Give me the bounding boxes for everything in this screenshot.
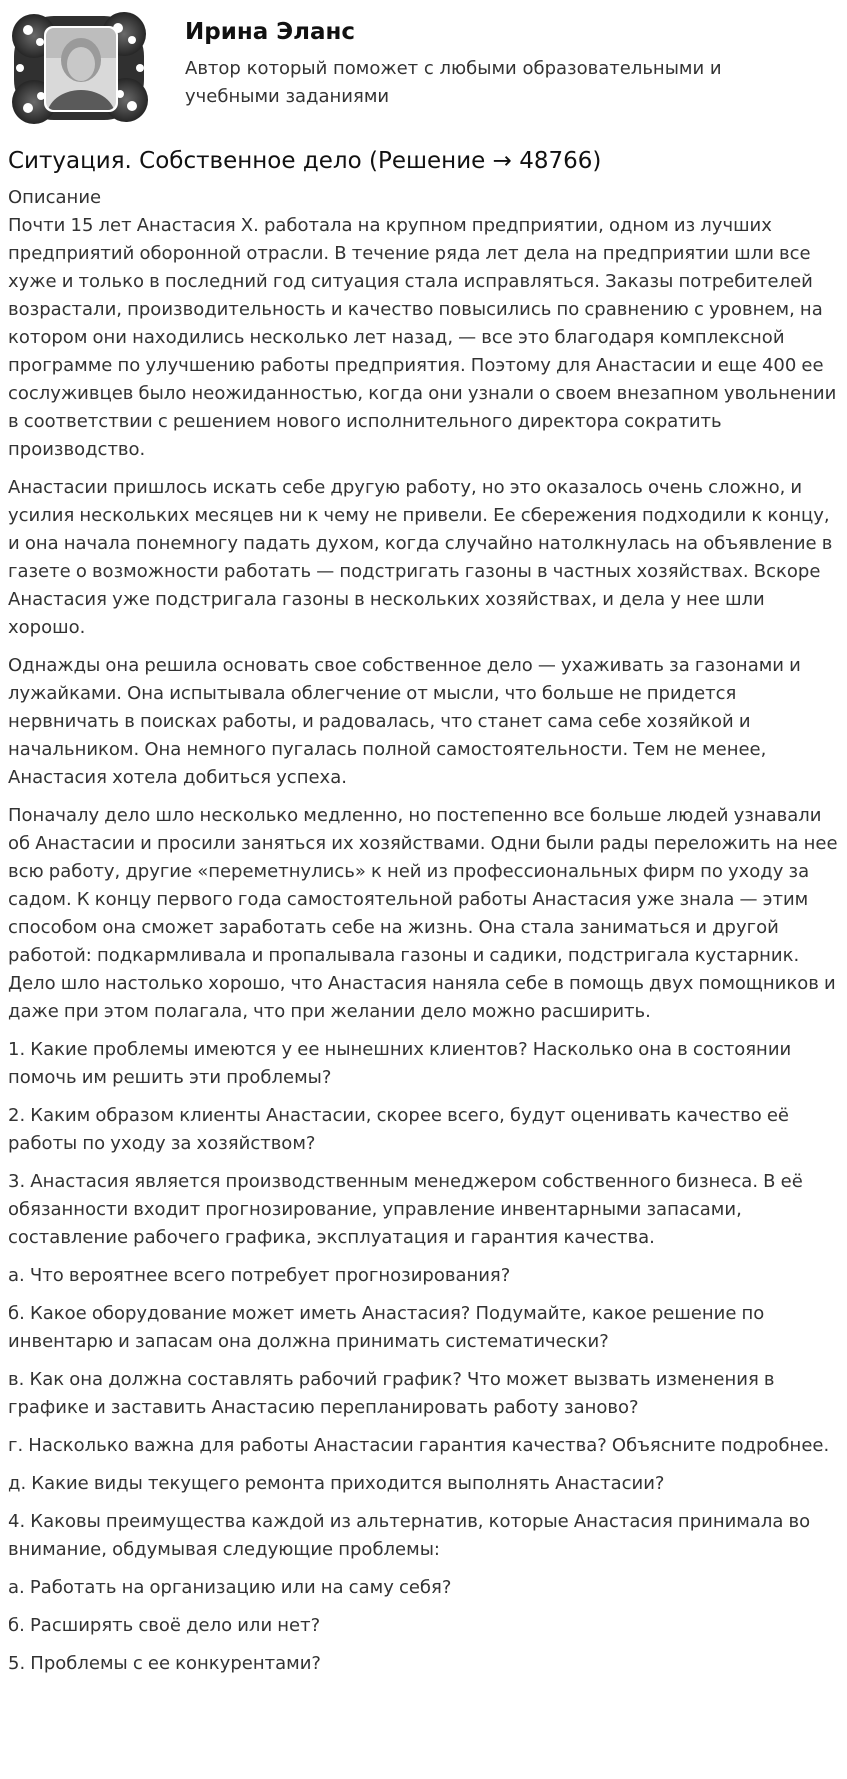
question-3a: а. Что вероятнее всего потребует прогнозирования? [8, 1265, 511, 1286]
author-description: Автор который поможет с любыми образовательными и учебными заданиями [185, 58, 722, 107]
section-label: Описание [8, 187, 102, 208]
author-avatar[interactable] [8, 8, 150, 128]
question-3e: д. Какие виды текущего ремонта приходится выполнять Анастасии? [8, 1473, 665, 1494]
question-3: 3. Анастасия является производственным менеджером собственного бизнеса. В её обязанности входит прогнозирование, управление инвентарными запасами, составление рабочего графика, эксплуатация и гарантия качества. [8, 1171, 803, 1248]
question-5: 5. Проблемы с ее конкурентами? [8, 1653, 321, 1674]
question-4: 4. Каковы преимущества каждой из альтернатив, которые Анастасия принимала во внимание, обдумывая следующие проблемы: [8, 1511, 811, 1560]
article [8, 146, 844, 1688]
paragraph: Почти 15 лет Анастасия X. работала на крупном предприятии, одном из лучших предприятий оборонной отрасли. В течение ряда лет дела на предприятии шли все хуже и только в последний год ситуация стала исправляться. Заказы потребителей возрастали, производительность и качество повысились по сравнению с уровнем, на котором они находились несколько лет назад, — все это благодаря комплексной программе по улучшению работы предприятия. Поэтому для Анастасии и еще 400 ее сослуживцев было неожиданностью, когда они узнали о своем внезапном увольнении в соответствии с решением нового исполнительного директора сократить производство. [8, 215, 837, 460]
question-1: 1. Какие проблемы имеются у ее нынешних клиентов? Насколько она в состоянии помочь им решить эти проблемы? [8, 1039, 792, 1088]
author-name[interactable]: Ирина Эланс [185, 19, 356, 45]
question-3d: г. Насколько важна для работы Анастасии гарантия качества? Объясните подробнее. [8, 1435, 830, 1456]
paragraph: Поначалу дело шло несколько медленно, но постепенно все больше людей узнавали об Анастасии и просили заняться их хозяйствами. Одни были рады переложить на нее всю работу, другие «переметнулись» к ней из профессиональных фирм по уходу за садом. К концу первого года самостоятельной работы Анастасия уже знала — этим способом она сможет заработать себе на жизнь. Она стала заниматься и другой работой: подкармливала и пропалывала газоны и садики, подстригала кустарник. Дело шло настолько хорошо, что Анастасия наняла себе в помощь двух помощников и даже при этом полагала, что при желании дело можно расширить. [8, 805, 838, 1022]
paragraph: Однажды она решила основать свое собственное дело — ухаживать за газонами и лужайками. Она испытывала облегчение от мысли, что больше не придется нервничать в поисках работы, и радовалась, что станет сама себе хозяйкой и начальником. Она немного пугалась полной самостоятельности. Тем не менее, Анастасия хотела добиться успеха. [8, 655, 801, 788]
author-card [8, 8, 838, 128]
question-3b: б. Какое оборудование может иметь Анастасия? Подумайте, какое решение по инвентарю и запасам она должна принимать систематически? [8, 1303, 765, 1352]
question-2: 2. Каким образом клиенты Анастасии, скорее всего, будут оценивать качество её работы по уходу за хозяйством? [8, 1105, 789, 1154]
question-3c: в. Как она должна составлять рабочий график? Что может вызвать изменения в графике и заставить Анастасию перепланировать работу заново? [8, 1369, 775, 1418]
paragraph: Анастасии пришлось искать себе другую работу, но это оказалось очень сложно, и усилия нескольких месяцев ни к чему не привели. Ее сбережения подходили к концу, и она начала понемногу падать духом, когда случайно натолкнулась на объявление в газете о возможности работать — подстригать газоны в частных хозяйствах. Вскоре Анастасия уже подстригала газоны в нескольких хозяйствах, и дела у нее шли хорошо. [8, 477, 833, 638]
article-title: Ситуация. Собственное дело (Решение → 48766) [8, 148, 602, 174]
question-4b: б. Расширять своё дело или нет? [8, 1615, 321, 1636]
question-4a: а. Работать на организацию или на саму себя? [8, 1577, 452, 1598]
